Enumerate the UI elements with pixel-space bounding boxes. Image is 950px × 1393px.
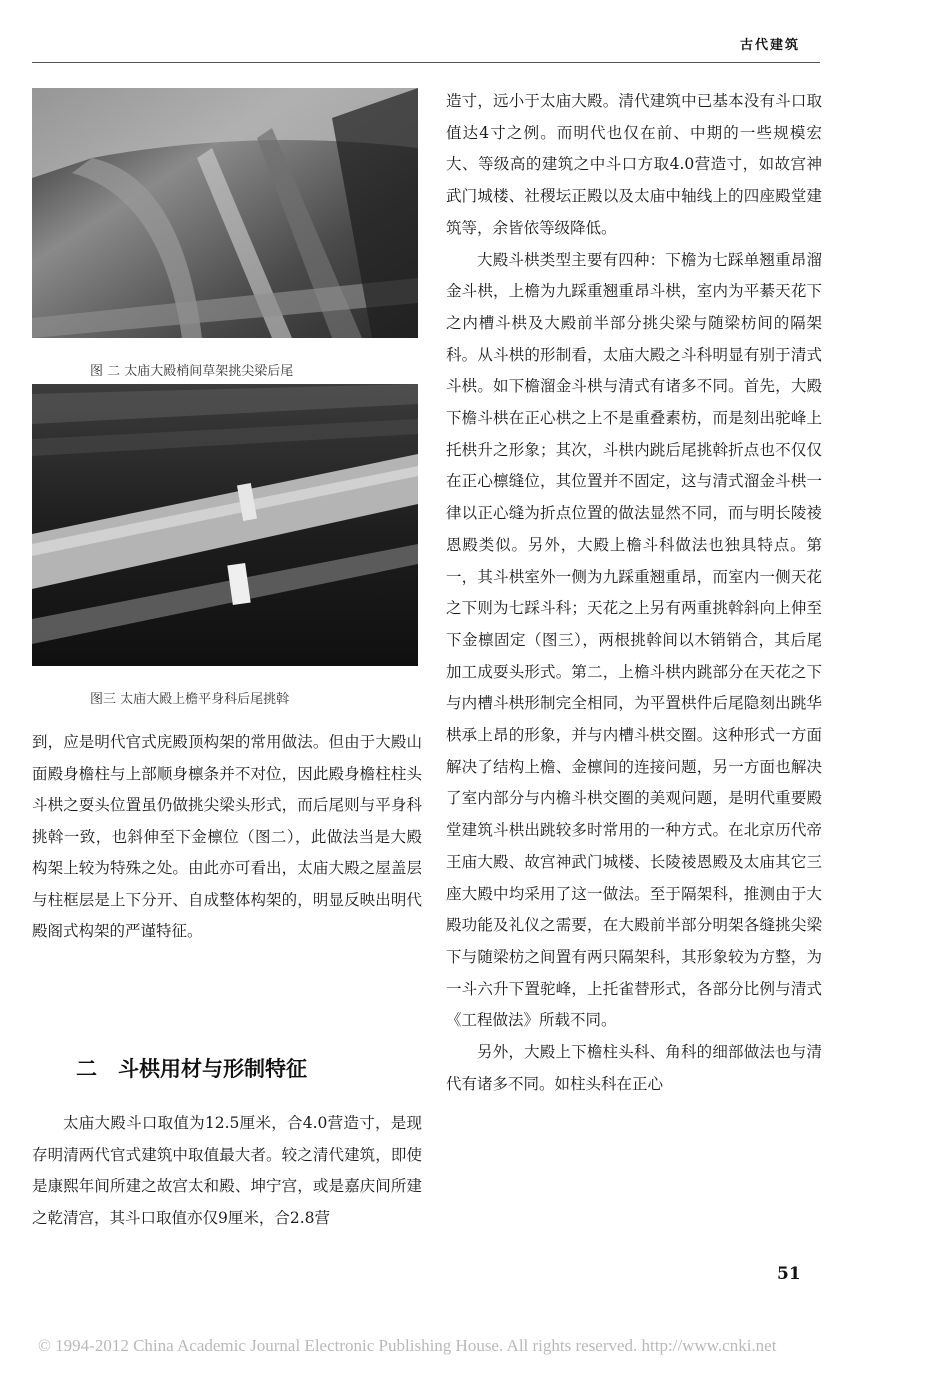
figure-2-caption: 图 二 太庙大殿梢间草架挑尖梁后尾 (90, 364, 294, 379)
running-header-title: 古代建筑 (740, 38, 801, 53)
right-paragraph-1: 造寸，远小于太庙大殿。清代建筑中已基本没有斗口取值达4寸之例。而明代也仅在前、中期的一些规模宏大、等级高的建筑之中斗口方取4.0营造寸，如故宫神武门城楼、社稷坛正殿以及太庙中轴线上的四座殿堂建筑等，余皆依等级降低。 (446, 92, 822, 237)
left-column-upper (32, 727, 422, 948)
figure-2-photo (32, 88, 418, 338)
right-paragraph-2: 大殿斗栱类型主要有四种：下檐为七踩单翘重昂溜金斗栱，上檐为九踩重翘重昂斗栱，室内为平綦天花下之内槽斗栱及大殿前半部分挑尖梁与随梁枋间的隔架科。从斗栱的形制看，太庙大殿之斗科明显有别于清式斗栱。如下檐溜金斗栱与清式有诸多不同。首先，大殿下檐斗栱在正心栱之上不是重叠素枋，而是刻出驼峰上托栱升之形象；其次，斗栱内跳后尾挑斡折点也不仅仅在正心檩缝位，其位置并不固定，这与清式溜金斗栱一律以正心缝为折点位置的做法显然不同，而与明长陵祾恩殿类似。另外，大殿上檐斗科做法也独具特点。第一，其斗栱室外一侧为九踩重翘重昂，而室内一侧天花之下则为七踩斗科；天花之上另有两重挑斡斜向上伸至下金檩固定（图三），两根挑斡间以木销销合，其后尾加工成耍头形式。第二，上檐斗栱内跳部分在天花之下与内槽斗栱形制完全相同，为平置栱件后尾隐刻出跳华栱承上昂的形象，并与内槽斗栱交圈。这种形式一方面解决了结构上檐、金檩间的连接问题，另一方面也解决了室内部分与内檐斗栱交圈的美观问题，是明代重要殿堂建筑斗栱出跳较多时常用的一种方式。在北京历代帝王庙大殿、故宫神武门城楼、长陵祾恩殿及太庙其它三座大殿中均采用了这一做法。至于隔架科，推测由于大殿功能及礼仪之需要，在大殿前半部分明架各缝挑尖梁下与随梁枋之间置有两只隔架科，其形象较为方整，为一斗六升下置驼峰，上托雀替形式，各部分比例与清式《工程做法》所载不同。 (446, 250, 822, 1030)
left-paragraph-continuation: 到，应是明代官式庑殿顶构架的常用做法。但由于大殿山面殿身檐柱与上部顺身檩条并不对位，因此殿身檐柱柱头斗栱之耍头位置虽仍做挑尖梁头形式，而后尾则与平身科挑斡一致，也斜伸至下金檩位（图二），此做法当是大殿构架上较为特殊之处。由此亦可看出，太庙大殿之屋盖层与柱框层是上下分开、自成整体构架的，明显反映出明代殿阁式构架的严谨特征。 (32, 733, 422, 940)
page-number: 51 (777, 1264, 801, 1284)
right-paragraph-3: 另外，大殿上下檐柱头科、角科的细部做法也与清代有诸多不同。如柱头科在正心 (446, 1043, 822, 1093)
figure-2-image (32, 88, 418, 338)
right-column (446, 86, 822, 1101)
figure-3-image (32, 384, 418, 666)
copyright-footer: © 1994-2012 China Academic Journal Electronic Publishing House. All rights reserved. http://www.cnki.net (38, 1336, 777, 1355)
figure-3-caption: 图三 太庙大殿上檐平身科后尾挑斡 (90, 692, 290, 707)
left-paragraph-section: 太庙大殿斗口取值为12.5厘米，合4.0营造寸，是现存明清两代官式建筑中取值最大者。较之清代建筑，即使是康熙年间所建之故宫太和殿、坤宁宫，或是嘉庆间所建之乾清宫，其斗口取值亦仅9厘米，合2.8营 (32, 1114, 422, 1227)
left-column-lower (32, 1108, 422, 1234)
header-rule (32, 62, 820, 63)
figure-3-photo (32, 384, 418, 666)
section-heading: 二 斗栱用材与形制特征 (76, 1057, 307, 1081)
